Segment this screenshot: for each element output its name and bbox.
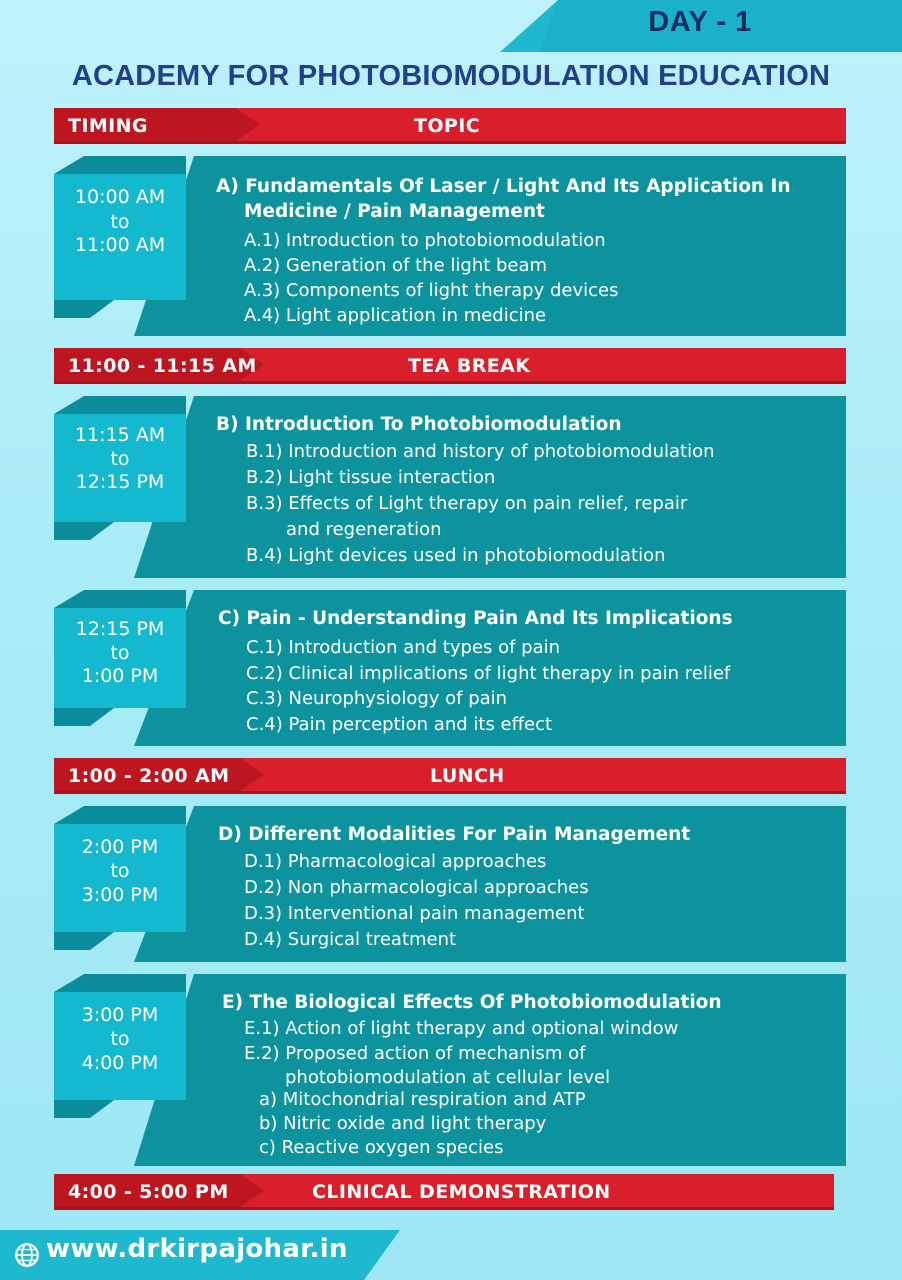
header-bar [54,108,846,144]
topic-item: C.2) Clinical implications of light therapy in pain relief [246,663,731,684]
topic-item: C.3) Neurophysiology of pain [246,688,508,709]
time-end: 11:00 AM [74,234,166,256]
time-to: to [110,448,130,470]
break-bar-lunch [54,758,846,794]
topic-item: C.1) Introduction and types of pain [246,637,561,658]
topic-item: B.2) Light tissue interaction [246,467,496,488]
topic-item: B.3) Effects of Light therapy on pain relief, repair [246,493,688,514]
time-end: 3:00 PM [81,884,159,906]
break-label: TEA BREAK [408,355,531,377]
time-to: to [110,642,130,664]
break-bar-demo [54,1174,834,1210]
day-label: DAY - 1 [648,6,752,38]
topic-item: A.2) Generation of the light beam [244,255,548,276]
break-label: CLINICAL DEMONSTRATION [312,1181,611,1203]
time-box [54,824,186,932]
topic-item: D.1) Pharmacological approaches [244,851,547,872]
break-time: 1:00 - 2:00 AM [68,765,230,787]
page-title: ACADEMY FOR PHOTOBIOMODULATION EDUCATION [71,60,831,92]
session-c [54,590,846,746]
topic-item: A.3) Components of light therapy devices [244,280,619,301]
website-link[interactable]: www.drkirpajohar.in [46,1234,348,1264]
time-end: 4:00 PM [81,1052,159,1074]
topic-title-cont: Medicine / Pain Management [244,201,545,222]
session-d [54,806,846,962]
time-start: 12:15 PM [75,618,165,640]
topic-item: C.4) Pain perception and its effect [246,714,553,735]
topic-item: D.2) Non pharmacological approaches [244,877,589,898]
time-box [54,414,186,522]
globe-icon [14,1242,40,1268]
time-to: to [110,211,130,233]
session-b [54,396,846,578]
time-box [54,608,186,708]
time-start: 3:00 PM [81,1004,159,1026]
topic-item: B.1) Introduction and history of photobiomodulation [246,441,715,462]
break-time: 4:00 - 5:00 PM [68,1181,229,1203]
time-start: 2:00 PM [81,836,159,858]
topic-item: D.3) Interventional pain management [244,903,585,924]
topic-subitem: c) Reactive oxygen species [259,1137,504,1158]
topic-title: B) Introduction To Photobiomodulation [216,414,622,435]
time-to: to [110,860,130,882]
time-start: 11:15 AM [74,424,166,446]
session-e [54,974,846,1166]
break-time: 11:00 - 11:15 AM [68,355,257,377]
topic-subitem: b) Nitric oxide and light therapy [259,1113,547,1134]
time-end: 12:15 PM [75,471,165,493]
topic-title: E) The Biological Effects Of Photobiomodulation [222,992,722,1013]
topic-item-cont: photobiomodulation at cellular level [285,1067,611,1088]
topic-subitem: a) Mitochondrial respiration and ATP [259,1089,586,1110]
break-label: LUNCH [430,765,505,787]
topic-item: E.2) Proposed action of mechanism of [244,1043,586,1064]
topic-item: E.1) Action of light therapy and optional window [244,1018,679,1039]
header-topic-label: TOPIC [414,115,481,137]
topic-item: B.4) Light devices used in photobiomodulation [246,545,666,566]
time-box [54,992,186,1100]
topic-item: A.1) Introduction to photobiomodulation [244,230,606,251]
time-box [54,174,186,300]
time-end: 1:00 PM [81,665,159,687]
topic-item-cont: and regeneration [286,519,442,540]
time-to: to [110,1028,130,1050]
time-start: 10:00 AM [74,186,166,208]
header-timing-label: TIMING [68,115,148,137]
break-bar-tea [54,348,846,384]
topic-item: D.4) Surgical treatment [244,929,457,950]
topic-title: D) Different Modalities For Pain Management [218,824,691,845]
topic-title: C) Pain - Understanding Pain And Its Implications [218,608,733,629]
topic-item: A.4) Light application in medicine [244,305,547,326]
session-a [54,156,846,336]
topic-title: A) Fundamentals Of Laser / Light And Its Application In [216,176,791,197]
